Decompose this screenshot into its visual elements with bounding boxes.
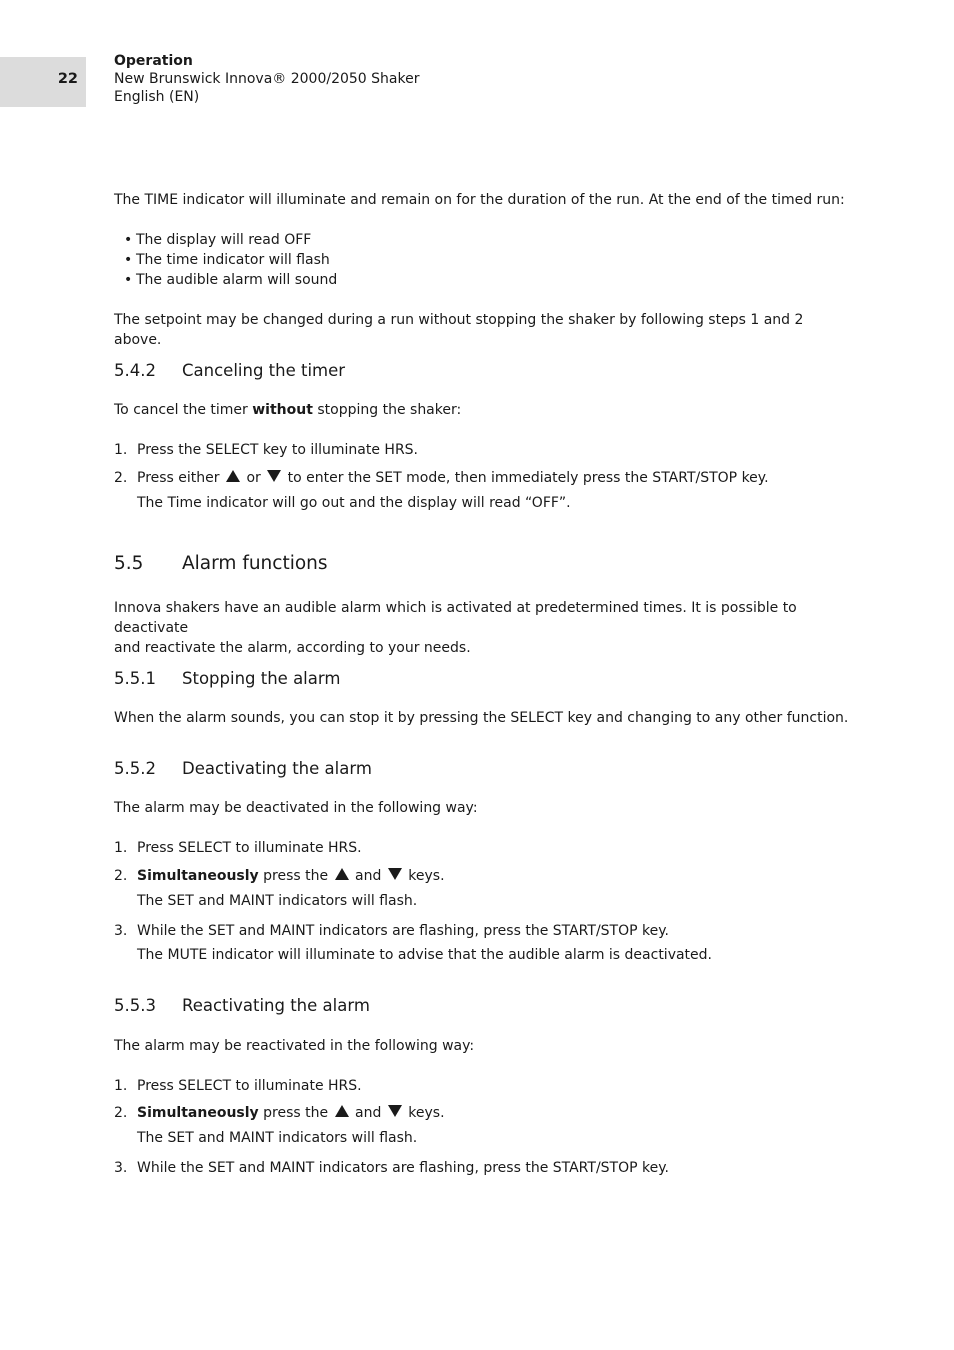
down-arrow-key-icon — [388, 1105, 402, 1117]
section-heading-5-5-3 — [114, 996, 370, 1016]
section-number: 5.5.1 — [114, 669, 156, 688]
section-number: 5.4.2 — [114, 361, 156, 380]
header-section: Operation — [114, 53, 193, 69]
step-number: 3. — [114, 1160, 128, 1176]
bullet-glyph: • — [124, 272, 133, 288]
step-result: The MUTE indicator will illuminate to advise that the audible alarm is deactivated. — [137, 947, 712, 963]
step-text: Press SELECT to illuminate HRS. — [137, 1078, 362, 1094]
list-item — [124, 230, 311, 250]
bullet-text: The audible alarm will sound — [136, 272, 338, 288]
step-text: Press SELECT to illuminate HRS. — [137, 840, 362, 856]
section-heading-5-5 — [114, 553, 328, 575]
step-text: While the SET and MAINT indicators are flashing, press the START/STOP key. — [137, 923, 669, 939]
bullet-text: The time indicator will flash — [136, 252, 330, 268]
section-title: Reactivating the alarm — [182, 996, 370, 1015]
step-text: Simultaneously press the and keys. — [137, 868, 445, 884]
step-number: 2. — [114, 868, 128, 884]
header-product: New Brunswick Innova® 2000/2050 Shaker — [114, 71, 420, 87]
intro-paragraph: The TIME indicator will illuminate and remain on for the duration of the run. At the end of the timed run: — [114, 192, 845, 208]
alarm-paragraph — [114, 598, 854, 658]
list-item — [124, 250, 330, 270]
section-heading-5-5-1 — [114, 669, 340, 689]
section-heading-5-5-2 — [114, 759, 372, 779]
down-arrow-key-icon — [388, 868, 402, 880]
step-text: While the SET and MAINT indicators are flashing, press the START/STOP key. — [137, 1160, 669, 1176]
step-number: 2. — [114, 1105, 128, 1121]
cancel-lead: To cancel the timer without stopping the shaker: — [114, 402, 462, 418]
step-number: 1. — [114, 442, 128, 458]
section-heading-5-4-2 — [114, 361, 345, 381]
step-number: 2. — [114, 470, 128, 486]
up-arrow-key-icon — [335, 1105, 349, 1117]
deactivate-lead: The alarm may be deactivated in the following way: — [114, 800, 478, 816]
alarm-paragraph-line: and reactivate the alarm, according to your needs. — [114, 640, 471, 656]
alarm-paragraph-line: Innova shakers have an audible alarm which is activated at predetermined times. It is possible to deactivate — [114, 600, 797, 636]
step-result: The SET and MAINT indicators will flash. — [137, 1130, 418, 1146]
page-number: 22 — [57, 71, 78, 87]
step-result: The Time indicator will go out and the display will read “OFF”. — [137, 495, 571, 511]
section-title: Stopping the alarm — [182, 669, 341, 688]
up-arrow-key-icon — [335, 868, 349, 880]
stop-alarm-paragraph: When the alarm sounds, you can stop it by pressing the SELECT key and changing to any other function. — [114, 710, 849, 726]
step-text: Press either or to enter the SET mode, then immediately press the START/STOP key. — [137, 470, 769, 486]
list-item — [124, 270, 337, 290]
section-number: 5.5.2 — [114, 759, 156, 778]
reactivate-lead: The alarm may be reactivated in the following way: — [114, 1038, 475, 1054]
step-result: The SET and MAINT indicators will flash. — [137, 893, 418, 909]
section-number: 5.5 — [114, 553, 144, 574]
step-text: Press the SELECT key to illuminate HRS. — [137, 442, 419, 458]
section-title: Deactivating the alarm — [182, 759, 372, 778]
bullet-text: The display will read OFF — [136, 232, 312, 248]
bullet-glyph: • — [124, 252, 133, 268]
section-number: 5.5.3 — [114, 996, 156, 1015]
step-text: Simultaneously press the and keys. — [137, 1105, 445, 1121]
up-arrow-key-icon — [226, 470, 240, 482]
section-title: Canceling the timer — [182, 361, 346, 380]
step-number: 1. — [114, 840, 128, 856]
section-title: Alarm functions — [182, 553, 328, 574]
step-number: 1. — [114, 1078, 128, 1094]
step-number: 3. — [114, 923, 128, 939]
bullet-glyph: • — [124, 232, 133, 248]
down-arrow-key-icon — [267, 470, 281, 482]
header-language: English (EN) — [114, 89, 200, 105]
setpoint-paragraph: The setpoint may be changed during a run without stopping the shaker by following steps 1 and 2 above. — [114, 312, 804, 348]
